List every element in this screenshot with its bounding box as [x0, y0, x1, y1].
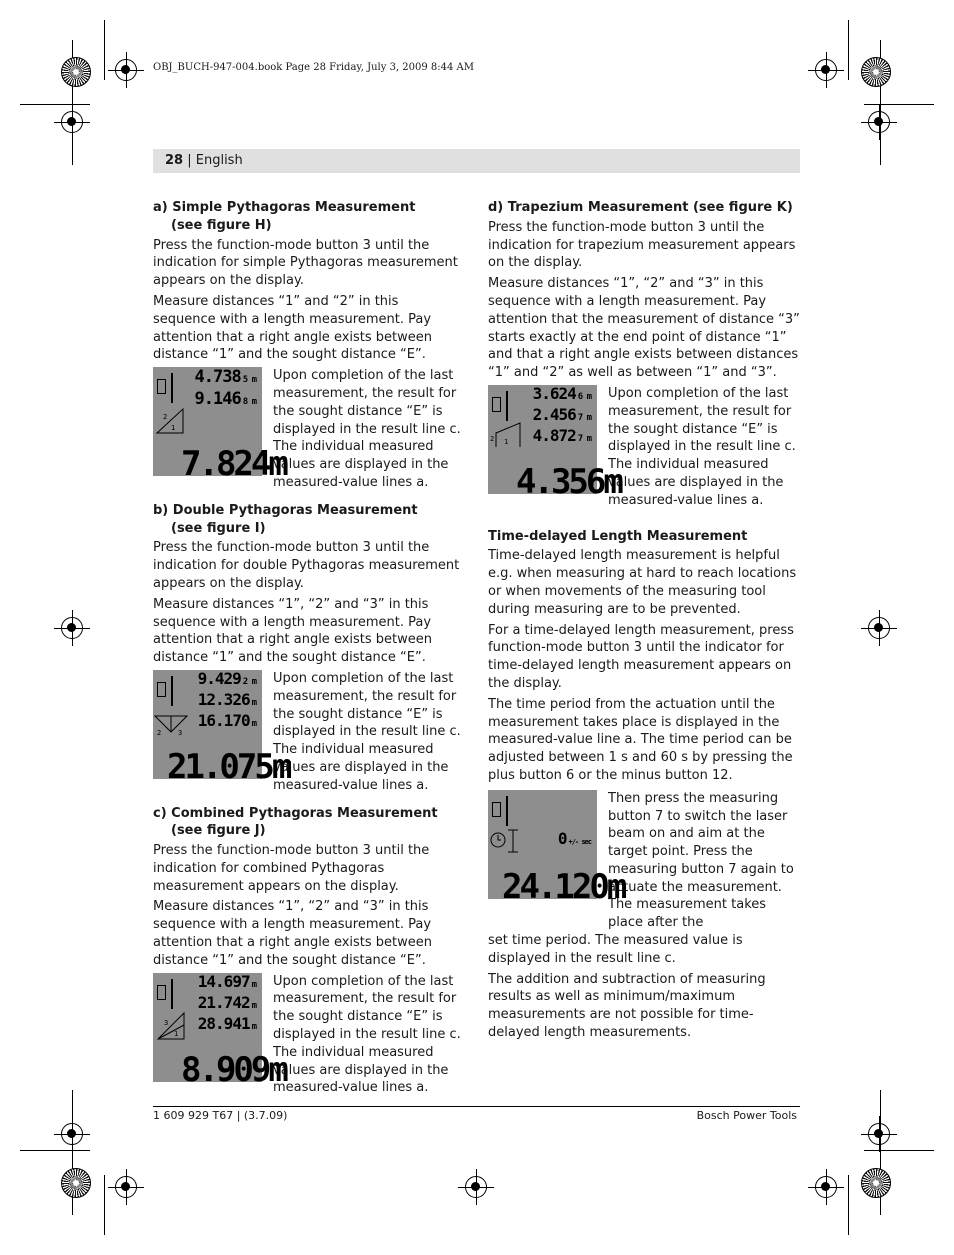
display-figure-h: [153, 367, 286, 485]
unit-3: 7 m: [577, 433, 591, 444]
value-line-2: 2.456: [532, 404, 576, 424]
footer-right: Bosch Power Tools: [696, 1109, 797, 1122]
section-d-heading: d) Trapezium Measurement (see figure K): [488, 200, 793, 215]
section-c-para-2: Measure distances “1”, “2” and “3” in this sequence with a length measurement. Pay attention that a right angle exists between distance “1” and the sought distance “E”.: [153, 899, 433, 968]
left-column: [153, 199, 465, 1097]
header-separator: |: [183, 153, 196, 168]
svg-text:2: 2: [490, 434, 495, 443]
section-a-para-2: Measure distances “1” and “2” in this sequence with a length measurement. Pay attention that a right angle exists between distance “1” and the sought distance “E”.: [153, 293, 433, 363]
result-line: 21.075m: [167, 747, 290, 788]
svg-text:2: 2: [163, 413, 168, 422]
delay-seconds: 0: [557, 828, 567, 848]
result-line: 4.356m: [516, 462, 621, 503]
battery-icon: [492, 802, 501, 817]
unit-2: m: [251, 697, 256, 708]
time-delayed-para-1: Time-delayed length measurement is helpful e.g. when measuring at hard to reach locations or when movements of the measuring tool during measuring are to be prevented.: [488, 548, 797, 617]
battery-icon: [157, 682, 166, 697]
registration-mark-icon: [61, 111, 83, 133]
figure-j: [153, 973, 465, 1098]
unit-1: 2 m: [242, 676, 256, 687]
value-line-1: 3.624: [532, 383, 576, 403]
battery-icon: [492, 397, 501, 412]
figure-k-caption: Upon completion of the last measurement, the result for the sought distance “E” is displayed in the result line c. The individual measured values are displayed in the measured-value lines a.: [608, 385, 796, 508]
figure-i: [153, 670, 465, 795]
unit-2: 8 m: [242, 397, 256, 408]
pythagoras-triangle-icon: [155, 405, 187, 435]
double-pythagoras-icon: [154, 714, 188, 736]
section-d-para-2: Measure distances “1”, “2” and “3” in this sequence with a length measurement. Pay attention that the measurement of distance “3” starts exactly at the end point of distance “1” and that a right angle exists between distances “1” and “2” as well as between “1” and “3”.: [488, 276, 800, 381]
section-a-para-1: Press the function-mode button 3 until the indication for simple Pythagoras measurement appears on the display.: [153, 237, 458, 289]
registration-mark-icon: [61, 1123, 83, 1145]
crop-mark: [104, 1175, 105, 1235]
measure-line-icon: [506, 391, 508, 421]
page-number: 28: [165, 153, 184, 168]
unit-2: m: [251, 1000, 256, 1011]
delay-unit: +/- sec: [568, 837, 591, 846]
section-c-heading: c) Combined Pythagoras Measurement (see figure J): [153, 805, 438, 839]
value-line-1: 14.697: [197, 971, 250, 991]
figure-i-caption: Upon completion of the last measurement, the result for the sought distance “E” is displayed in the result line c. The individual measured values are displayed in the measured-value lines a.: [273, 670, 461, 793]
running-header: [153, 149, 800, 173]
display-time-delay: [488, 790, 625, 907]
registration-star-icon: [861, 57, 891, 87]
figure-k: [488, 385, 800, 510]
result-line: 8.909m: [181, 1049, 286, 1090]
svg-text:1: 1: [171, 424, 176, 433]
registration-mark-icon: [868, 1123, 890, 1145]
header-language: English: [195, 153, 243, 168]
registration-mark-icon: [868, 617, 890, 639]
time-delayed-heading: Time-delayed Length Measurement: [488, 528, 748, 544]
registration-mark-icon: [815, 1176, 837, 1198]
registration-mark-icon: [61, 617, 83, 639]
section-c-para-1: Press the function-mode button 3 until the indication for combined Pythagoras measurement appears on the display.: [153, 843, 430, 894]
value-line-2: 21.742: [197, 992, 250, 1012]
battery-icon: [157, 985, 166, 1000]
registration-mark-icon: [465, 1176, 487, 1198]
registration-mark-icon: [115, 1176, 137, 1198]
time-delayed-para-4: set time period. The measured value is displayed in the result line c.: [488, 933, 743, 966]
section-b-heading: b) Double Pythagoras Measurement (see figure I): [153, 502, 418, 536]
registration-star-icon: [61, 1168, 91, 1198]
svg-text:3: 3: [164, 1018, 169, 1027]
value-line-2: 12.326: [197, 689, 250, 709]
unit-1: 5 m: [242, 375, 256, 386]
unit-3: m: [251, 718, 256, 729]
crop-mark: [104, 20, 105, 80]
measure-line-icon: [171, 373, 173, 403]
registration-star-icon: [61, 57, 91, 87]
value-line-3: 28.941: [197, 1013, 250, 1033]
unit-2: 7 m: [577, 412, 591, 423]
measure-line-icon: [171, 979, 173, 1009]
crop-mark: [20, 104, 90, 105]
svg-text:1: 1: [174, 1029, 179, 1038]
footer-left: 1 609 929 T67 | (3.7.09): [153, 1109, 288, 1122]
section-d-para-1: Press the function-mode button 3 until the indication for trapezium measurement appears on the display.: [488, 219, 796, 271]
registration-mark-icon: [115, 59, 137, 81]
figure-time-delay: [488, 790, 800, 932]
unit-1: 6 m: [577, 391, 591, 402]
measure-line-icon: [506, 796, 508, 826]
svg-text:2: 2: [157, 728, 162, 736]
result-line: 7.824m: [181, 444, 286, 485]
registration-mark-icon: [815, 59, 837, 81]
crop-mark: [848, 20, 849, 80]
registration-mark-icon: [868, 111, 890, 133]
combined-pythagoras-icon: [156, 1011, 188, 1041]
print-header: OBJ_BUCH-947-004.book Page 28 Friday, July 3, 2009 8:44 AM: [153, 62, 475, 73]
time-delayed-para-3: The time period from the actuation until the measurement takes place is displayed in the measured-value line a. The time period can be adjusted between 1 s and 60 s by pressing the plus button 6 or the minus button 12.: [488, 696, 793, 783]
svg-text:3: 3: [178, 728, 183, 736]
time-delay-caption: Then press the measuring button 7 to switch the laser beam on and aim at the target point. Press the measuring button 7 again to actuate the measurement. The measurement takes place after the: [608, 790, 794, 931]
battery-icon: [157, 379, 166, 394]
trapezium-icon: [490, 421, 524, 451]
time-delayed-para-2: For a time-delayed length measurement, press function-mode button 3 until the indicator for time-delayed length measurement appears on the display.: [488, 622, 794, 691]
crop-mark: [848, 1175, 849, 1235]
right-column: [488, 199, 800, 1045]
value-line-3: 16.170: [197, 710, 250, 730]
value-line-1: 9.429: [197, 668, 241, 688]
unit-3: m: [251, 1021, 256, 1032]
value-line-2: 9.146: [194, 389, 241, 410]
figure-j-caption: Upon completion of the last measurement, the result for the sought distance “E” is displayed in the result line c. The individual measured values are displayed in the measured-value lines a.: [273, 973, 461, 1096]
svg-text:1: 1: [504, 437, 509, 446]
footer-rule: [153, 1106, 800, 1107]
crop-mark: [864, 104, 934, 105]
section-b-para-1: Press the function-mode button 3 until the indication for double Pythagoras measurement appears on the display.: [153, 540, 460, 591]
display-figure-k: [488, 383, 621, 503]
display-figure-i: [153, 668, 290, 788]
registration-star-icon: [861, 1168, 891, 1198]
crop-mark: [20, 1150, 90, 1151]
section-a-heading: a) Simple Pythagoras Measurement (see figure H): [153, 200, 416, 233]
figure-h-caption: Upon completion of the last measurement, the result for the sought distance “E” is displayed in the result line c. The individual measured values are displayed in the measured-value lines a.: [273, 368, 461, 490]
section-b-para-2: Measure distances “1”, “2” and “3” in this sequence with a length measurement. Pay attention that a right angle exists between distance “1” and the sought distance “E”.: [153, 596, 433, 666]
measure-line-icon: [171, 676, 173, 706]
crop-mark: [864, 1150, 934, 1151]
timer-icon: [490, 828, 522, 856]
display-figure-j: [153, 971, 286, 1090]
result-line: 24.120m: [502, 866, 625, 907]
time-delayed-para-5: The addition and subtraction of measuring results as well as minimum/maximum measurements are not possible for time-delayed length measurements.: [488, 971, 766, 1041]
unit-1: m: [251, 979, 256, 990]
value-line-1: 4.738: [194, 367, 241, 388]
figure-h: [153, 367, 465, 492]
value-line-3: 4.872: [532, 425, 576, 445]
